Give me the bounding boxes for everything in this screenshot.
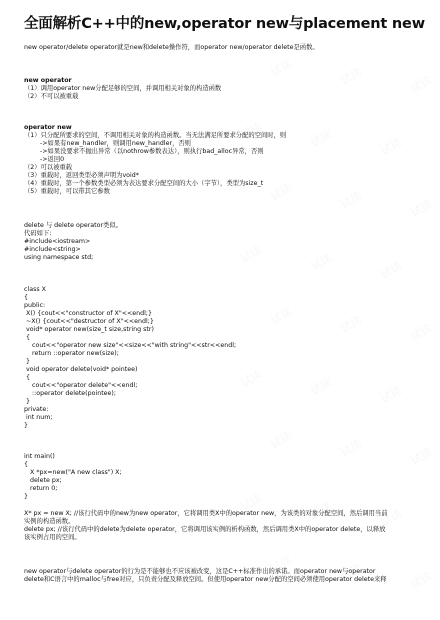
text-line: 实例的构造函数。 — [24, 518, 75, 525]
watermark-text — [267, 180, 294, 205]
text-line: new operator与delete operator的行为是不能够也不应该被改变，这是C++标准作出的承诺。而operator new与operator — [24, 568, 376, 575]
text-line: ->如果没要求不抛出异常（以nothrow参数表达），则执行bad_alloc异常，否则 — [24, 148, 264, 155]
text-line: return 0; — [24, 485, 58, 492]
text-line: void operator delete(void* pointee) — [24, 366, 138, 373]
watermark-text — [377, 382, 404, 407]
watermark-text — [267, 428, 294, 453]
text-line: class X — [24, 286, 46, 293]
text-line: （4）重载时，第一个参数类型必须为表达要求分配空间的大小（字节），类型为size_t — [24, 180, 264, 187]
watermark-text — [237, 366, 264, 391]
text-line: public: — [24, 302, 46, 309]
text-line: （2）不可以被重载 — [24, 93, 79, 100]
text-line: delete px; //该行代码中的delete为delete operator，它将调用该实例的析构函数，然后调用类X中的operator delete，以释放 — [24, 526, 386, 533]
watermark-text — [307, 250, 334, 275]
watermark-text — [267, 56, 294, 81]
text-line: （1）调用operator new分配足够的空间，并调用相关对象的构造函数 — [24, 85, 222, 92]
text-line: ->如果有new_handler，则调用new_handler，否则 — [24, 140, 191, 147]
text-line: { — [24, 294, 29, 301]
text-line: ::operator delete(pointee); — [24, 390, 117, 397]
text-line: delete px; — [24, 477, 62, 484]
text-line: cout<<"operator delete"<<endl; — [24, 382, 138, 389]
watermark-text — [337, 312, 364, 337]
text-line: new operator/delete operator就是new和delete操作符，而operator new/operator delete是函数。 — [24, 44, 319, 51]
text-line: { — [24, 334, 31, 341]
text-line: } — [24, 422, 29, 429]
text-line: X() {cout<<"constructor of X"<<endl;} — [24, 310, 153, 317]
watermark-text — [407, 72, 434, 97]
text-line: int main() — [24, 453, 55, 460]
text-line: （3）重载时，返回类型必须声明为void* — [24, 172, 139, 179]
text-line: { — [24, 461, 29, 468]
text-line: 代码如下: — [24, 230, 52, 237]
watermark-text — [337, 188, 364, 213]
watermark-text — [377, 134, 404, 159]
page-title: 全面解析C++中的new,operator new与placement new — [24, 16, 425, 32]
text-line: #include<string> — [24, 246, 81, 253]
watermark-text — [237, 242, 264, 267]
watermark-text — [307, 126, 334, 151]
text-line: 该实例占用的空间。 — [24, 534, 81, 541]
text-line: return ::operator new(size); — [24, 350, 119, 357]
text-line: } — [24, 398, 31, 405]
text-line: （5）重载时，可以带其它参数 — [24, 188, 110, 195]
watermark-text — [337, 436, 364, 461]
watermark-text — [307, 374, 334, 399]
text-line: X *px=new("A new class") X; — [24, 469, 122, 476]
watermark-text — [407, 568, 434, 593]
text-line: ->返回0 — [24, 156, 65, 163]
watermark-text — [407, 196, 434, 221]
section-heading: operator new — [24, 124, 72, 131]
text-line: void* operator new(size_t size,string str) — [24, 326, 154, 333]
section-heading: new operator — [24, 77, 72, 84]
text-line: private: — [24, 406, 49, 413]
watermark-text — [377, 258, 404, 283]
text-line: } — [24, 358, 31, 365]
text-line: using namespace std; — [24, 254, 94, 261]
text-line: （2）可以被重载 — [24, 164, 73, 171]
text-line: delete和C语言中的malloc与free对应，只负责分配及释放空间。但使用operator new分配的空间必须使用operator delete来释 — [24, 576, 387, 583]
watermark-text — [267, 304, 294, 329]
text-line: int num; — [24, 414, 53, 421]
text-line: #include<iostream> — [24, 238, 91, 245]
text-line: X* px = new X; //该行代码中的new为new operator，它将调用类X中的operator new，为该类的对象分配空间，然后调用当前 — [24, 510, 388, 517]
text-line: cout<<"operator new size"<<size<<"with string"<<str<<endl; — [24, 342, 237, 349]
text-line: { — [24, 374, 31, 381]
watermark-text — [337, 64, 364, 89]
watermark-text — [407, 444, 434, 469]
text-line: （1）只分配所要求的空间，不调用相关对象的构造函数。当无法满足所要求分配的空间时，则 — [24, 132, 287, 139]
text-line: delete 与 delete operator类似。 — [24, 222, 122, 229]
watermark-text — [407, 320, 434, 345]
text-line: } — [24, 493, 29, 500]
text-line: ~X() {cout<<"destructor of X"<<endl;} — [24, 318, 154, 325]
